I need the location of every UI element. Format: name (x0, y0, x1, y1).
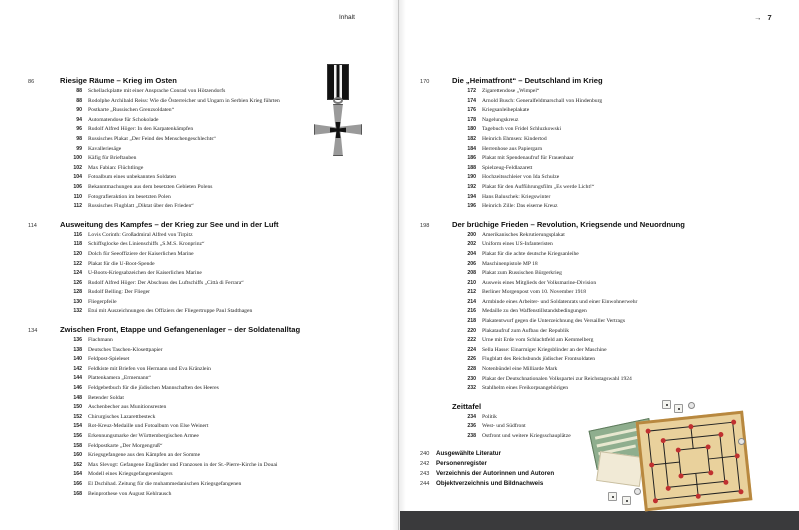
book-gutter (392, 0, 406, 530)
toc-entry[interactable] (28, 433, 318, 443)
toc-entry[interactable] (28, 404, 318, 414)
entry-title: Postkarte „Russischen Grenzsoldaten“ (88, 107, 175, 114)
entry-page-number: 216 (467, 308, 476, 315)
toc-entry[interactable] (420, 88, 730, 98)
entry-title: Feldpostkarte „Der Morgengruß“ (88, 442, 163, 449)
entry-title: Sella Hasse: Einarmiger Kriegsblinder an der Maschine (482, 346, 607, 353)
toc-entry[interactable] (420, 385, 730, 395)
toc-entry[interactable] (28, 462, 318, 472)
toc-entry[interactable] (28, 232, 318, 242)
entry-page-number: 122 (73, 260, 82, 267)
entry-page-number: 99 (76, 145, 82, 152)
toc-entry[interactable] (420, 98, 730, 108)
entry-title: Betender Soldat (88, 394, 124, 401)
entry-title: Automatendose für Schokolade (88, 116, 159, 123)
back-matter-page-number: 240 (420, 450, 430, 457)
entry-page-number: 142 (73, 365, 82, 372)
entry-title: Plakat zum Russischen Bürgerkrieg (482, 270, 562, 277)
entry-page-number: 184 (467, 145, 476, 152)
entry-page-number: 188 (467, 164, 476, 171)
toc-entry[interactable] (420, 232, 730, 242)
toc-entry[interactable] (28, 395, 318, 405)
entry-title: Fotoalbum eines unbekannten Soldaten (88, 174, 177, 181)
entry-title: Kriegsgefangene aus den Kämpfen an der Somme (88, 452, 201, 459)
entry-page-number: 194 (467, 193, 476, 200)
section-page-number: 198 (420, 222, 430, 229)
toc-entry[interactable] (28, 443, 318, 453)
back-matter-page-number: 242 (420, 460, 430, 467)
entry-page-number: 212 (467, 289, 476, 296)
entry-page-number: 152 (73, 413, 82, 420)
entry-title: Plakat für die U-Boot-Spende (88, 260, 155, 267)
entry-title: Ostfront und weitere Kriegsschauplätze (482, 433, 571, 439)
section-title: Zeittafel (452, 401, 482, 411)
entry-title: Rudolf Alfred Höger: Der Abschuss des Luftschiffs „Città di Ferrara“ (88, 279, 244, 286)
toc-entry[interactable] (28, 347, 318, 357)
back-matter-title: Personenregister (436, 459, 487, 467)
entry-page-number: 154 (73, 423, 82, 430)
section-heading[interactable] (420, 76, 730, 87)
toc-entry[interactable] (28, 117, 318, 127)
entry-page-number: 218 (467, 318, 476, 325)
entry-page-number: 138 (73, 346, 82, 353)
entry-page-number: 136 (73, 337, 82, 344)
entry-page-number: 90 (76, 107, 82, 114)
toc-entry[interactable] (420, 347, 730, 357)
entry-title: Modell eines Kriegsgefangenenlagers (88, 471, 173, 478)
toc-entry[interactable] (28, 356, 318, 366)
entry-title: Feldkiste mit Briefen von Hermann und Eva Kränzlein (88, 365, 211, 372)
entry-page-number: 150 (73, 404, 82, 411)
entry-title: Rodolphe Archibald Reiss: Wie die Österreicher und Ungarn in Serbien Krieg führten (88, 97, 280, 104)
entry-title: Hochzeitsschleier von Ida Schulze (482, 174, 560, 181)
toc-entry[interactable] (28, 308, 318, 318)
toc-entry[interactable] (420, 280, 730, 290)
entry-title: Notenbündel eine Milliarde Mark (482, 366, 558, 373)
entry-title: Spielzeug-Feldlazarett (482, 164, 533, 171)
entry-page-number: 130 (73, 298, 82, 305)
entry-title: Uniform eines US-Infanteristen (482, 241, 553, 248)
toc-entry[interactable] (420, 328, 730, 338)
section-page-number: 86 (28, 79, 35, 85)
entry-page-number: 236 (467, 423, 476, 430)
entry-page-number: 210 (467, 279, 476, 286)
entry-page-number: 202 (467, 241, 476, 248)
toc-entry[interactable] (28, 107, 318, 117)
section-title: Der brüchige Frieden – Revolution, Kriegsende und Neuordnung (452, 219, 685, 229)
running-head-left: Inhalt (339, 14, 355, 21)
toc-entry[interactable] (28, 280, 318, 290)
entry-title: Schiffsglocke des Linienschiffs „S.M.S. Kronprinz“ (88, 241, 205, 248)
entry-title: Plakat für den Aufführungsfilm „Es werde Licht!“ (482, 183, 595, 190)
entry-title: Max Fabian: Flüchtlinge (88, 164, 144, 171)
entry-title: Rudolf Alfred Höger: In den Karpatenkämpfen (88, 126, 194, 133)
entry-page-number: 166 (73, 480, 82, 487)
entry-page-number: 126 (73, 279, 82, 286)
entry-page-number: 192 (467, 183, 476, 190)
entry-title: Chirurgisches Lazarettbesteck (88, 413, 156, 420)
toc-entry[interactable] (28, 261, 318, 271)
entry-title: Rot-Kreuz-Medaille und Fotoalbum von Else Weinert (88, 423, 209, 430)
section-heading[interactable] (28, 220, 318, 231)
toc-entry[interactable] (28, 337, 318, 347)
entry-page-number: 214 (467, 298, 476, 305)
entry-page-number: 106 (73, 183, 82, 190)
toc-entry[interactable] (28, 165, 318, 175)
entry-page-number: 190 (467, 174, 476, 181)
entry-page-number: 162 (73, 461, 82, 468)
toc-entry[interactable] (28, 194, 318, 204)
entry-page-number: 148 (73, 394, 82, 401)
entry-page-number: 88 (76, 97, 82, 104)
entry-page-number: 112 (73, 203, 82, 210)
section-page-number: 114 (28, 222, 37, 229)
toc-entry[interactable] (28, 481, 318, 491)
entry-page-number: 178 (467, 116, 476, 123)
toc-entry[interactable] (420, 337, 730, 347)
toc-entry[interactable] (28, 385, 318, 395)
entry-page-number: 104 (73, 174, 82, 181)
entry-page-number: 144 (73, 375, 82, 382)
entry-title: Feldpost-Spieleset (88, 356, 130, 363)
toc-entry[interactable] (28, 491, 318, 501)
toc-entry[interactable] (420, 366, 730, 376)
section-page-number: 170 (420, 79, 430, 85)
toc-entry[interactable] (420, 261, 730, 271)
toc-entry[interactable] (420, 203, 730, 213)
entry-title: Arnold Busch: Generalfeldmarschall von Hindenburg (482, 97, 603, 104)
entry-title: Zigarettendose „Wimpel“ (482, 88, 540, 94)
entry-title: Beinprothese von August Kehlrausch (88, 490, 172, 497)
entry-page-number: 182 (467, 135, 476, 142)
entry-title: Plakat der Deutschnationalen Volkspartei zur Reichstagswahl 1924 (482, 375, 632, 382)
running-head-right (754, 13, 772, 22)
entry-page-number: 196 (467, 203, 476, 210)
section-title: Die „Heimatfront“ – Deutschland im Krieg (452, 76, 603, 85)
toc-section (420, 220, 730, 395)
toc-entry[interactable] (420, 270, 730, 280)
entry-page-number: 232 (467, 385, 476, 392)
toc-entry[interactable] (28, 452, 318, 462)
toc-entry[interactable] (28, 270, 318, 280)
toc-entry[interactable] (420, 376, 730, 386)
toc-entry[interactable] (420, 136, 730, 146)
ribbon (327, 64, 349, 100)
entry-title: Russisches Plakat „Der Feind des Menschengeschlechts“ (88, 135, 216, 142)
entry-title: Medaille zu den Waffenstillstandsbedingungen (482, 308, 587, 315)
section-title: Zwischen Front, Etappe und Gefangenenlager – der Soldatenalltag (60, 325, 301, 335)
back-matter-page-number: 244 (420, 480, 430, 487)
toc-section (28, 325, 318, 500)
entry-page-number: 110 (73, 193, 82, 200)
entry-title: Lovis Corinth: Großadmiral Alfred von Tirpitz (88, 231, 193, 238)
toc-entry[interactable] (420, 146, 730, 156)
entry-title: Max Slevogt: Gefangene Engländer und Franzosen in der St.-Pierre-Kirche in Douai (88, 461, 278, 468)
entry-page-number: 100 (73, 155, 82, 162)
entry-page-number: 168 (73, 490, 82, 497)
arrow-right-icon: → (754, 13, 762, 22)
section-heading[interactable] (420, 220, 730, 231)
toc-entry[interactable] (420, 356, 730, 366)
entry-title: Plakatentwurf gegen die Unterzeichnung des Versailler Vertrags (482, 318, 626, 325)
toc-section (28, 76, 318, 213)
entry-title: Käfig für Brieftauben (88, 155, 137, 162)
entry-title: Flugblatt des Reichsbunds jüdischer Frontsoldaten (482, 356, 596, 363)
toc-entry[interactable] (420, 165, 730, 175)
toc-entry[interactable] (28, 375, 318, 385)
toc-entry[interactable] (28, 136, 318, 146)
toc-entry[interactable] (420, 174, 730, 184)
entry-title: Etui mit Auszeichnungen des Offiziers der Fliegertruppe Paul Stadthagen (88, 308, 253, 315)
entry-title: Armbinde eines Arbeiter- und Soldatenrats und einer Einwohnerwehr (482, 298, 638, 305)
toc-entry[interactable] (28, 241, 318, 251)
toc-entry[interactable] (28, 471, 318, 481)
entry-page-number: 200 (467, 231, 476, 238)
toc-entry[interactable] (28, 251, 318, 261)
entry-page-number: 140 (73, 356, 82, 363)
entry-title: West- und Südfront (482, 423, 526, 430)
entry-title: U-Boots-Kriegsabzeichen der Kaiserlichen Marine (88, 270, 202, 277)
entry-page-number: 180 (467, 126, 476, 133)
board-game-image (588, 398, 756, 510)
toc-entry[interactable] (420, 184, 730, 194)
section-title: Riesige Räume – Krieg im Osten (60, 76, 177, 85)
toc-entry[interactable] (420, 251, 730, 261)
entry-title: Berliner Morgenpost vom 10. November 1918 (482, 289, 586, 296)
entry-title: Heinrich Ehmsen: Kindertod (482, 135, 547, 142)
entry-page-number: 118 (73, 241, 82, 248)
toc-entry[interactable] (28, 126, 318, 136)
entry-page-number: 98 (76, 135, 82, 142)
toc-entry[interactable] (28, 414, 318, 424)
toc-entry[interactable] (28, 289, 318, 299)
toc-entry[interactable] (28, 88, 318, 98)
entry-page-number: 172 (467, 88, 476, 94)
entry-page-number: 220 (467, 327, 476, 334)
toc-entry[interactable] (28, 423, 318, 433)
entry-page-number: 206 (467, 260, 476, 267)
entry-page-number: 156 (73, 433, 82, 439)
entry-title: Ausweis eines Mitglieds der Volksmarine-Division (482, 279, 597, 286)
entry-page-number: 164 (73, 471, 82, 478)
entry-title: Dolch für Seeoffiziere der Kaiserlichen Marine (88, 250, 194, 257)
entry-title: Deutsches Taschen-Klosettpapier (88, 346, 163, 353)
entry-title: Rudolf Belling: Der Flieger (88, 289, 150, 296)
entry-title: El Dschihad. Zeitung für die muhammedanischen Kriegsgefangenen (88, 480, 242, 487)
entry-page-number: 124 (73, 270, 82, 277)
toc-entry[interactable] (28, 366, 318, 376)
entry-title: Kriegsanleiheplakate (482, 107, 530, 114)
entry-page-number: 208 (467, 270, 476, 277)
entry-title: Stahlhelm eines Freikorpsangehörigen (482, 385, 569, 392)
entry-title: Hans Baluschek: Kriegswinter (482, 193, 551, 200)
entry-page-number: 88 (76, 88, 82, 94)
entry-title: Fliegerpfeile (88, 298, 117, 305)
back-matter-title: Objektverzeichnis und Bildnachweis (436, 479, 544, 487)
toc-entry[interactable] (420, 289, 730, 299)
entry-title: Plakataufruf zum Aufbau der Republik (482, 327, 569, 334)
entry-page-number: 228 (467, 366, 476, 373)
entry-title: Plakat für die achte deutsche Kriegsanleihe (482, 250, 579, 257)
entry-page-number: 102 (73, 164, 82, 171)
entry-title: Urne mit Erde vom Schlachtfeld am Kemmelberg (482, 337, 594, 344)
entry-page-number: 204 (467, 250, 476, 257)
entry-title: Heinrich Zille: Das eiserne Kreuz (482, 203, 558, 210)
entry-page-number: 128 (73, 289, 82, 296)
entry-page-number: 230 (467, 375, 476, 382)
section-title: Ausweitung des Kampfes – der Krieg zur See und in der Luft (60, 219, 279, 229)
entry-page-number: 224 (467, 346, 476, 353)
entry-title: Russisches Flugblatt „Diktat über den Frieden“ (88, 203, 194, 210)
entry-page-number: 132 (73, 308, 82, 315)
back-matter-page-number: 243 (420, 470, 430, 477)
entry-page-number: 176 (467, 107, 476, 114)
toc-entry[interactable] (420, 155, 730, 165)
toc-left (28, 76, 318, 507)
entry-page-number: 160 (73, 452, 82, 459)
toc-section (420, 76, 730, 213)
entry-page-number: 222 (467, 337, 476, 344)
iron-cross-image (310, 64, 366, 164)
entry-page-number: 96 (76, 126, 82, 133)
entry-title: Fotografieraktion im besetzten Polen (88, 193, 171, 200)
entry-title: Herrenhose aus Papiergarn (482, 145, 543, 152)
entry-title: Amerikanisches Rekrutierungsplakat (482, 231, 565, 238)
toc-entry[interactable] (28, 98, 318, 108)
toc-entry[interactable] (28, 146, 318, 156)
entry-title: Flachmann (88, 337, 113, 344)
entry-page-number: 234 (467, 413, 476, 420)
entry-title: Politik (482, 413, 497, 420)
toc-entry[interactable] (420, 318, 730, 328)
ring (333, 97, 343, 104)
toc-entry[interactable] (28, 174, 318, 184)
toc-entry[interactable] (420, 126, 730, 136)
entry-title: Erkennungsmarke der Württembergischen Armee (88, 433, 199, 439)
toc-entry[interactable] (420, 308, 730, 318)
back-matter-title: Ausgewählte Literatur (436, 449, 501, 457)
entry-page-number: 238 (467, 433, 476, 439)
entry-page-number: 158 (73, 442, 82, 449)
entry-page-number: 116 (73, 231, 82, 238)
entry-page-number: 186 (467, 155, 476, 162)
entry-page-number: 120 (73, 250, 82, 257)
entry-title: Schellackplatte mit einer Ansprache Conrad von Hötzendorfs (88, 88, 226, 94)
entry-page-number: 94 (76, 116, 82, 123)
entry-title: Feldgebetbuch für die jüdischen Mannschaften des Heeres (88, 385, 219, 392)
entry-title: Aschenbecher aus Munitionsresten (88, 404, 167, 411)
entry-title: Nagelungskreuz (482, 116, 519, 123)
mill-game-board (636, 411, 753, 512)
page-number: 7 (767, 13, 772, 22)
entry-title: Maschinenpistole MP 18 (482, 260, 538, 267)
bottom-dark-band (400, 511, 799, 530)
back-matter-title: Verzeichnis der Autorinnen und Autoren (436, 469, 555, 477)
entry-page-number: 226 (467, 356, 476, 363)
entry-title: Bekanntmachungen aus dem besetzten Gebieten Polens (88, 183, 213, 190)
section-heading[interactable] (28, 325, 318, 336)
toc-entry[interactable] (420, 117, 730, 127)
entry-title: Plakat mit Spendenaufruf für Frauenhaar (482, 155, 574, 162)
section-heading[interactable] (28, 76, 318, 87)
toc-entry[interactable] (28, 203, 318, 213)
entry-title: Kavalleriesäge (88, 145, 122, 152)
toc-entry[interactable] (420, 241, 730, 251)
toc-entry[interactable] (420, 194, 730, 204)
toc-entry[interactable] (28, 184, 318, 194)
entry-page-number: 146 (73, 385, 82, 392)
toc-entry[interactable] (420, 107, 730, 117)
section-page-number: 134 (28, 328, 38, 335)
paper-slip (596, 451, 644, 487)
entry-page-number: 174 (467, 97, 476, 104)
toc-section (28, 220, 318, 318)
entry-title: Plattenkamera „Ermemann“ (88, 375, 151, 382)
toc-entry[interactable] (28, 155, 318, 165)
entry-title: Tagebuch von Fridel Schluzkowski (482, 126, 561, 133)
